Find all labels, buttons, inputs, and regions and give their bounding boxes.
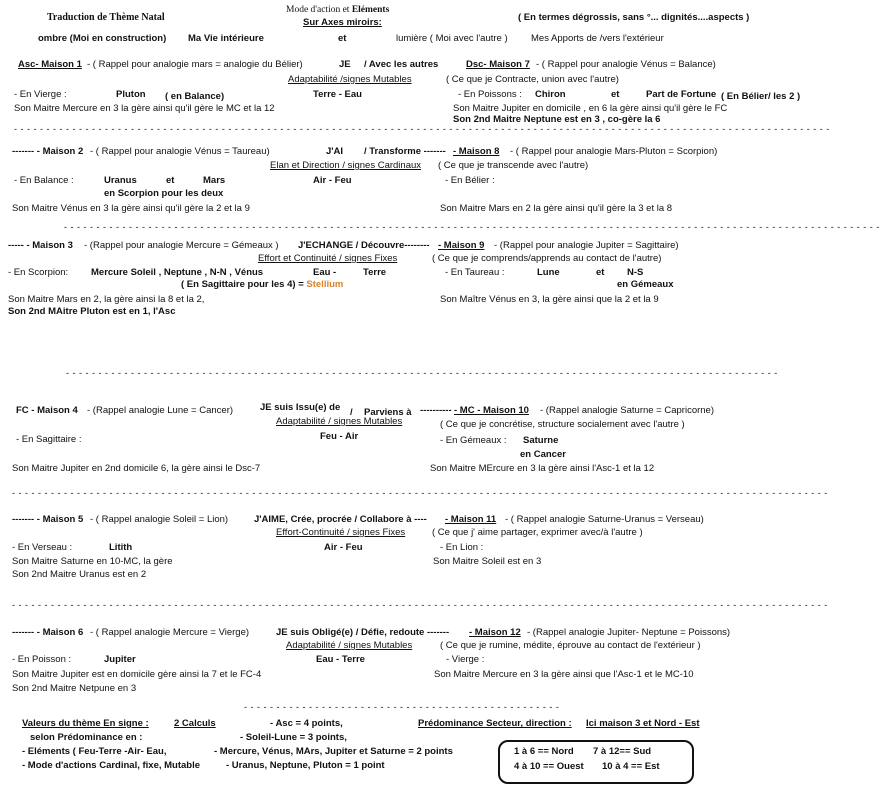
separator-6: - - - - - - - - - - - - - - - - - - - - - - - - - - - - - - - - - - - - - - - - - - - - - - - - -: [244, 702, 560, 712]
m3-sign-left: - En Scorpion:: [8, 267, 69, 278]
m1-title: Asc- Maison 1: [18, 59, 82, 70]
m6-oblige: JE suis Obligé(e) / Défie, redoute -------: [276, 627, 450, 638]
m6-planet-jupiter: Jupiter: [104, 654, 136, 665]
m1-planet-belier: ( En Bélier/ les 2 ): [721, 91, 801, 102]
separator-1: - - - - - - - - - - - - - - - - - - - - - - - - - - - - - - - - - - - - - - - - - - - - - - - - - - - - - - - - - - - - - - - - - - - - - - - - - - - - - - - - - - - - - - - - - - - - - - - - - - - - - - - - - - - - - - - - - - - - - - - - - - - - - -: [14, 124, 830, 134]
m4-cancer: en Cancer: [520, 449, 566, 460]
m3-rappel: - (Rappel pour analogie Mercure = Gémeaux ): [84, 240, 279, 251]
m6-title: ------- - Maison 6: [12, 627, 84, 638]
m3-mode-desc: ( Ce que je comprends/apprends au contact de l'autre): [432, 253, 662, 264]
m4-planet-saturne: Saturne: [523, 435, 559, 446]
m5-planet-litith: Litith: [109, 542, 133, 553]
m3-sagittaire: [181, 279, 343, 291]
m9-title: - Maison 9: [438, 240, 485, 251]
m5-maitre-right: Son Maitre Soleil est en 3: [433, 556, 542, 567]
footer-calculs: 2 Calculs: [174, 718, 216, 729]
m1-maitre-right1: Son Maitre Jupiter en domicile , en 6 la gère ainsi qu'il gère le FC: [453, 103, 728, 114]
m2-title: ------- - Maison 2: [12, 146, 84, 157]
m4-sign-right: - En Gémeaux :: [440, 435, 507, 446]
m4-maitre-left: Son Maitre Jupiter en 2nd domicile 6, la gère ainsi le Dsc-7: [12, 463, 261, 474]
m1-planet-chiron: Chiron: [535, 89, 566, 100]
mode-elements: Eléments: [351, 5, 390, 15]
box-est: 10 à 4 == Est: [602, 761, 660, 772]
separator-3: - - - - - - - - - - - - - - - - - - - - - - - - - - - - - - - - - - - - - - - - - - - - - - - - - - - - - - - - - - - - - - - - - - - - - - - - - - - - - - - - - - - - - - - - - - - - - - - - - - - - - - - - - - - - - -: [66, 368, 778, 378]
m3-maitre-left2: Son 2nd MAitre Pluton est en 1, l'Asc: [8, 306, 176, 317]
m1-planet-et: et: [611, 89, 620, 100]
mode-prefix: Mode d'action et: [286, 5, 352, 15]
m2-planet-uranus: Uranus: [104, 175, 137, 186]
m6-sign-right: - Vierge :: [446, 654, 485, 665]
m2-sign-left: - En Balance :: [14, 175, 74, 186]
m3-maitre-left1: Son Maitre Mars en 2, la gère ainsi la 8 et la 2,: [8, 294, 205, 305]
m7-title: Dsc- Maison 7: [466, 59, 530, 70]
footer-ici: Ici maison 3 et Nord - Est: [586, 718, 700, 729]
m1-rappel: - ( Rappel pour analogie mars = analogie du Bélier): [87, 59, 303, 70]
m4-dash: ----------: [420, 405, 452, 416]
m2-maitre-left: Son Maitre Vénus en 3 la gère ainsi qu'il gère la 2 et la 9: [12, 203, 250, 214]
m10-title: - MC - Maison 10: [454, 405, 529, 416]
m2-mode-desc: ( Ce que je transcende avec l'autre): [438, 160, 589, 171]
apports-label: Mes Apports de /vers l'extérieur: [531, 33, 664, 44]
m8-rappel: - ( Rappel pour analogie Mars-Pluton = Scorpion): [510, 146, 718, 157]
m3-mode: Effort et Continuité / signes Fixes: [258, 253, 398, 264]
m1-planet-pluton: Pluton: [116, 89, 146, 100]
m5-mode: Effort-Continuité / signes Fixes: [276, 527, 406, 538]
m3-elements-terre: Terre: [363, 267, 387, 278]
separator-2: - - - - - - - - - - - - - - - - - - - - - - - - - - - - - - - - - - - - - - - - - - - - - - - - - - - - - - - - - - - - - - - - - - - - - - - - - - - - - - - - - - - - - - - - - - - - - - - - - - - - - - - - - - - - - - - - - - - - - - - - - - - - - -: [64, 222, 880, 232]
m2-ai: J'AI: [326, 146, 344, 157]
m5-sign-right: - En Lion :: [440, 542, 484, 553]
m3-echange: J'ECHANGE / Découvre--------: [298, 240, 430, 251]
m1-maitre-right2: Son 2nd Maitre Neptune est en 3 , co-gère la 6: [453, 114, 661, 125]
m6-sign-left: - En Poisson :: [12, 654, 72, 665]
m5-aime: J'AIME, Crée, procrée / Collabore à ----: [254, 514, 427, 525]
m6-elements: Eau - Terre: [316, 654, 365, 665]
m1-sign-right: - En Poissons :: [458, 89, 522, 100]
m8-title: - Maison 8: [453, 146, 500, 157]
footer-asc: - Asc = 4 points,: [270, 718, 343, 729]
m5-maitre-left2: Son 2nd Maitre Uranus est en 2: [12, 569, 147, 580]
m2-elements: Air - Feu: [313, 175, 352, 186]
m4-title: FC - Maison 4: [16, 405, 78, 416]
separator-4: - - - - - - - - - - - - - - - - - - - - - - - - - - - - - - - - - - - - - - - - - - - - - - - - - - - - - - - - - - - - - - - - - - - - - - - - - - - - - - - - - - - - - - - - - - - - - - - - - - - - - - - - - - - - - - - - - - - - - - - - - - - - - -: [12, 488, 828, 498]
box-sud: 7 à 12== Sud: [593, 746, 652, 757]
m10-rappel: - (Rappel analogie Saturne = Capricorne): [540, 405, 715, 416]
m2-transforme: / Transforme -------: [364, 146, 446, 157]
m1-planet-balance: ( en Balance): [165, 91, 225, 102]
m1-mode: Adaptabilité /signes Mutables: [288, 74, 412, 85]
m1-maitre-left: Son Maitre Mercure en 3 la gère ainsi qu'il gère le MC et la 12: [14, 103, 275, 114]
m1-mode-desc: ( Ce que je Contracte, union avec l'autre): [446, 74, 619, 85]
m3-maitre-right: Son Maître Vénus en 3, la gère ainsi que la 2 et la 9: [440, 294, 659, 305]
m4-mode-desc: ( Ce que je concrétise, structure socialement avec l'autre ): [440, 419, 685, 430]
m2-rappel: - ( Rappel pour analogie Vénus = Taureau): [90, 146, 270, 157]
m4-issu: JE suis Issu(e) de: [260, 402, 341, 413]
m3-sagittaire-text: ( En Sagittaire pour les 4) =: [181, 279, 307, 290]
m2-planet-mars: Mars: [203, 175, 226, 186]
m6-mode-desc: ( Ce que je rumine, médite, éprouve au contact de l'extérieur ): [440, 640, 701, 651]
m3-planet-ns: N-S: [627, 267, 644, 278]
mode-heading: [286, 4, 389, 16]
m6-mode: Adaptabilité / signes Mutables: [286, 640, 413, 651]
m6-maitre-left1: Son Maitre Jupiter est en domicile gère ainsi la 7 et le FC-4: [12, 669, 262, 680]
m1-avec: / Avec les autres: [364, 59, 439, 70]
m2-scorpion: en Scorpion pour les deux: [104, 188, 224, 199]
m3-title: ----- - Maison 3: [8, 240, 73, 251]
m3-planet-lune: Lune: [537, 267, 560, 278]
stellium-label: Stellium: [306, 279, 344, 290]
m3-planets-left: Mercure Soleil , Neptune , N-N , Vénus: [91, 267, 264, 278]
footer-mode: - Mode d'actions Cardinal, fixe, Mutable: [22, 760, 201, 771]
m2-sign-right: - En Bélier :: [445, 175, 495, 186]
m3-sign-right: - En Taureau :: [445, 267, 505, 278]
m4-rappel: - (Rappel analogie Lune = Cancer): [87, 405, 234, 416]
subtitle: ( En termes dégrossis, sans °... dignités....aspects ): [518, 12, 750, 23]
separator-5: - - - - - - - - - - - - - - - - - - - - - - - - - - - - - - - - - - - - - - - - - - - - - - - - - - - - - - - - - - - - - - - - - - - - - - - - - - - - - - - - - - - - - - - - - - - - - - - - - - - - - - - - - - - - - - - - - - - - - - - - - - - - - -: [12, 600, 828, 610]
m4-parviens: Parviens à: [364, 407, 412, 418]
m4-elements: Feu - Air: [320, 431, 359, 442]
footer-valeurs: Valeurs du thème En signe :: [22, 718, 149, 729]
m1-je: JE: [339, 59, 351, 70]
m7-rappel: - ( Rappel pour analogie Vénus = Balance): [536, 59, 716, 70]
vie-label: Ma Vie intérieure: [188, 33, 264, 44]
m4-slash: /: [350, 407, 353, 418]
m11-rappel: - ( Rappel analogie Saturne-Uranus = Verseau): [505, 514, 704, 525]
m2-mode: Elan et Direction / signes Cardinaux: [270, 160, 422, 171]
m2-maitre-right: Son Maitre Mars en 2 la gère ainsi qu'il gère la 3 et la 8: [440, 203, 673, 214]
box-ouest: 4 à 10 == Ouest: [514, 761, 584, 772]
m1-elements: Terre - Eau: [313, 89, 362, 100]
m5-sign-left: - En Verseau :: [12, 542, 73, 553]
m3-gemeaux: en Gémeaux: [617, 279, 674, 290]
footer-predominance: Prédominance Secteur, direction :: [418, 718, 572, 729]
m9-rappel: - (Rappel pour analogie Jupiter = Sagittaire): [494, 240, 679, 251]
m4-sign-left: - En Sagittaire :: [16, 434, 82, 445]
m5-elements: Air - Feu: [324, 542, 363, 553]
m5-rappel: - ( Rappel analogie Soleil = Lion): [90, 514, 229, 525]
footer-selon: selon Prédominance en :: [30, 732, 143, 743]
box-nord: 1 à 6 == Nord: [514, 746, 574, 757]
et-label: et: [338, 33, 347, 44]
m5-title: ------- - Maison 5: [12, 514, 84, 525]
m1-sign-left: - En Vierge :: [14, 89, 67, 100]
document-title: Traduction de Thème Natal: [47, 12, 165, 23]
lumiere-label: lumière ( Moi avec l'autre ): [396, 33, 508, 44]
footer-planetes: - Mercure, Vénus, MArs, Jupiter et Saturne = 2 points: [214, 746, 453, 757]
m3-planet-et: et: [596, 267, 605, 278]
m5-mode-desc: ( Ce que j' aime partager, exprimer avec/à l'autre ): [432, 527, 643, 538]
m12-rappel: - (Rappel analogie Jupiter- Neptune = Poissons): [527, 627, 731, 638]
m3-elements-eau: Eau -: [313, 267, 337, 278]
m4-maitre-right: Son Maitre MErcure en 3 la gère ainsi l'Asc-1 et la 12: [430, 463, 655, 474]
ombre-label: ombre (Moi en construction): [38, 33, 167, 44]
m4-mode: Adaptabilité / signes Mutables: [276, 416, 403, 427]
footer-elements: - Eléments ( Feu-Terre -Air- Eau,: [22, 746, 167, 757]
m11-title: - Maison 11: [445, 514, 497, 525]
m1-planet-fortune: Part de Fortune: [646, 89, 717, 100]
footer-uranus: - Uranus, Neptune, Pluton = 1 point: [226, 760, 385, 771]
axes-heading: Sur Axes miroirs:: [303, 17, 382, 28]
m6-maitre-right: Son Maitre Mercure en 3 la gère ainsi que l'Asc-1 et le MC-10: [434, 669, 694, 680]
m6-rappel: - ( Rappel analogie Mercure = Vierge): [90, 627, 250, 638]
m12-title: - Maison 12: [469, 627, 521, 638]
footer-soleil: - Soleil-Lune = 3 points,: [240, 732, 347, 743]
m6-maitre-left2: Son 2nd Maitre Netpune en 3: [12, 683, 137, 694]
m5-maitre-left1: Son Maitre Saturne en 10-MC, la gère: [12, 556, 173, 567]
m2-planet-et: et: [166, 175, 175, 186]
